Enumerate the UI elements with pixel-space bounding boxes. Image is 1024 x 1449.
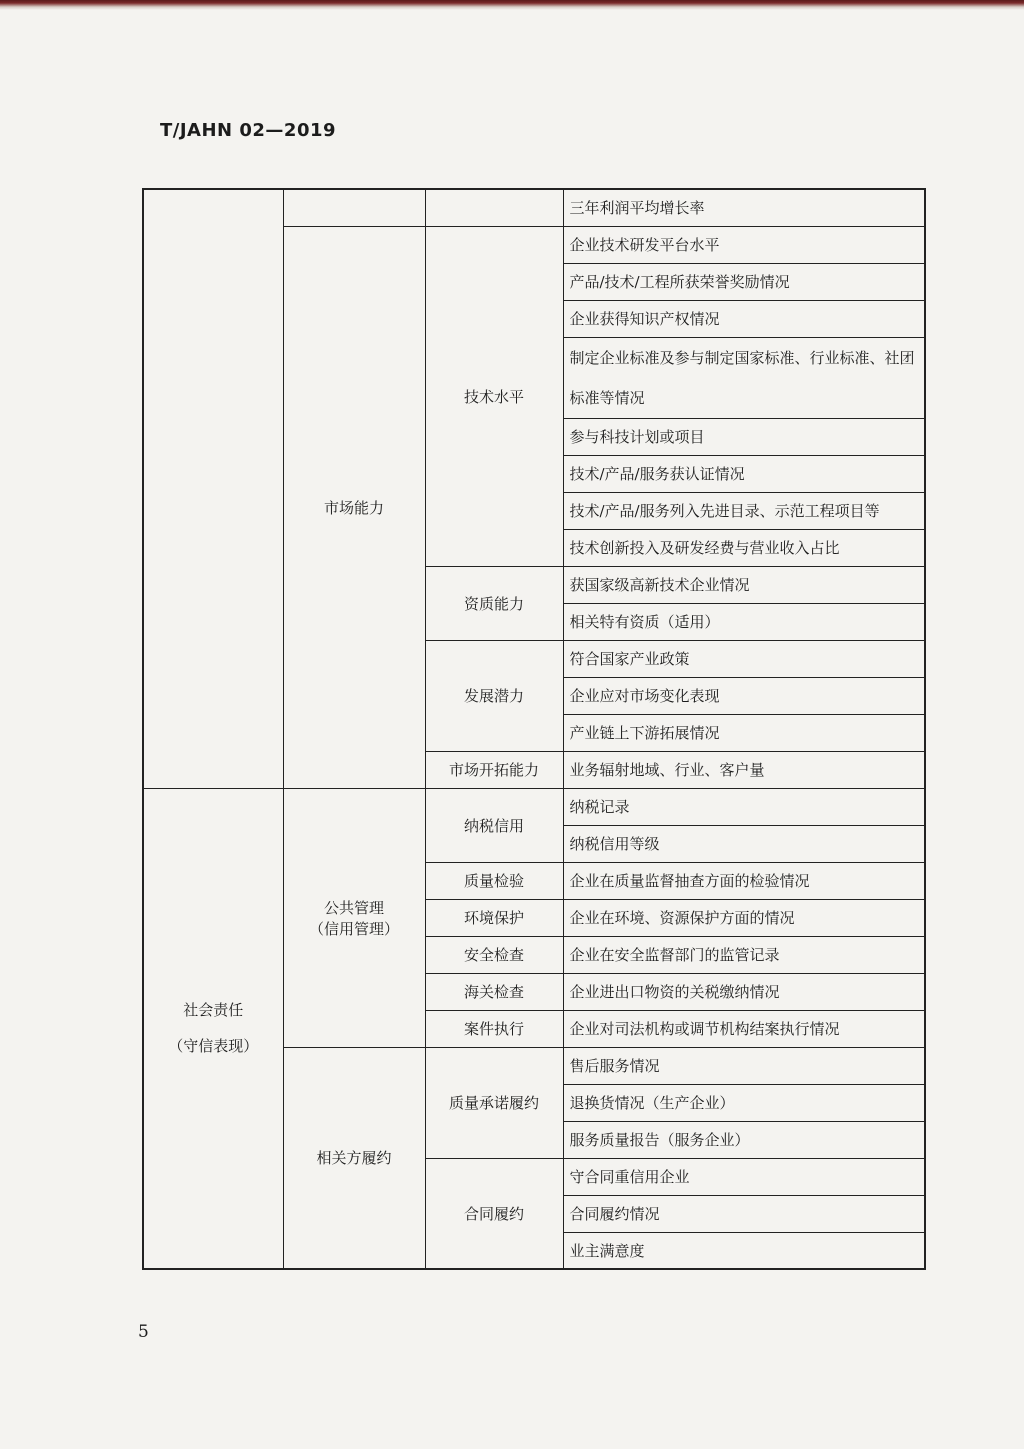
indicator-item-cell: 企业获得知识产权情况 [563,300,925,337]
indicator-item-cell: 企业进出口物资的关税缴纳情况 [563,973,925,1010]
page-number: 5 [138,1322,149,1342]
level3-indicator-cell: 市场开拓能力 [425,751,563,788]
level3-indicator-cell: 合同履约 [425,1158,563,1269]
level3-indicator-cell: 技术水平 [425,226,563,566]
indicator-item-cell: 企业在环境、资源保护方面的情况 [563,899,925,936]
indicator-item-cell: 合同履约情况 [563,1195,925,1232]
level1-category-cell [143,189,283,788]
level3-indicator-cell [425,189,563,226]
indicator-item-cell: 获国家级高新技术企业情况 [563,566,925,603]
document-code: T/JAHN 02—2019 [160,120,337,141]
level3-indicator-cell: 资质能力 [425,566,563,640]
level3-indicator-cell: 质量承诺履约 [425,1047,563,1158]
indicator-item-cell: 参与科技计划或项目 [563,418,925,455]
level3-indicator-cell: 安全检查 [425,936,563,973]
indicator-item-cell: 相关特有资质（适用） [563,603,925,640]
indicator-item-cell: 企业对司法机构或调节机构结案执行情况 [563,1010,925,1047]
level3-indicator-cell: 质量检验 [425,862,563,899]
level3-indicator-cell: 发展潜力 [425,640,563,751]
level3-indicator-cell: 纳税信用 [425,788,563,862]
table-row [143,189,925,226]
indicator-item-cell: 企业技术研发平台水平 [563,226,925,263]
level1-category-cell: 社会责任 （守信表现） [143,788,283,1269]
indicator-item-cell: 纳税记录 [563,788,925,825]
level2-category-cell [283,189,425,226]
level3-indicator-cell: 海关检查 [425,973,563,1010]
level2-category-cell: 公共管理 （信用管理） [283,788,425,1047]
indicator-table [142,188,926,1270]
level2-category-cell: 市场能力 [283,226,425,788]
level3-indicator-cell: 环境保护 [425,899,563,936]
indicator-item-cell: 业务辐射地域、行业、客户量 [563,751,925,788]
indicator-item-cell: 企业在安全监督部门的监管记录 [563,936,925,973]
indicator-item-cell: 符合国家产业政策 [563,640,925,677]
indicator-item-cell: 业主满意度 [563,1232,925,1269]
indicator-item-cell: 守合同重信用企业 [563,1158,925,1195]
indicator-item-cell: 企业在质量监督抽查方面的检验情况 [563,862,925,899]
indicator-item-cell: 企业应对市场变化表现 [563,677,925,714]
indicator-item-cell: 产品/技术/工程所获荣誉奖励情况 [563,263,925,300]
scan-edge-shadow [0,0,1024,10]
table-row [143,788,925,825]
indicator-item-cell: 退换货情况（生产企业） [563,1084,925,1121]
indicator-item-cell: 服务质量报告（服务企业） [563,1121,925,1158]
indicator-item-cell: 产业链上下游拓展情况 [563,714,925,751]
indicator-item-cell: 技术/产品/服务获认证情况 [563,455,925,492]
indicator-item-cell: 技术创新投入及研发经费与营业收入占比 [563,529,925,566]
indicator-item-cell: 三年利润平均增长率 [563,189,925,226]
indicator-item-cell: 技术/产品/服务列入先进目录、示范工程项目等 [563,492,925,529]
indicator-item-cell: 纳税信用等级 [563,825,925,862]
level3-indicator-cell: 案件执行 [425,1010,563,1047]
indicator-item-cell: 制定企业标准及参与制定国家标准、行业标准、社团标准等情况 [563,337,925,418]
level2-category-cell: 相关方履约 [283,1047,425,1269]
indicator-item-cell: 售后服务情况 [563,1047,925,1084]
